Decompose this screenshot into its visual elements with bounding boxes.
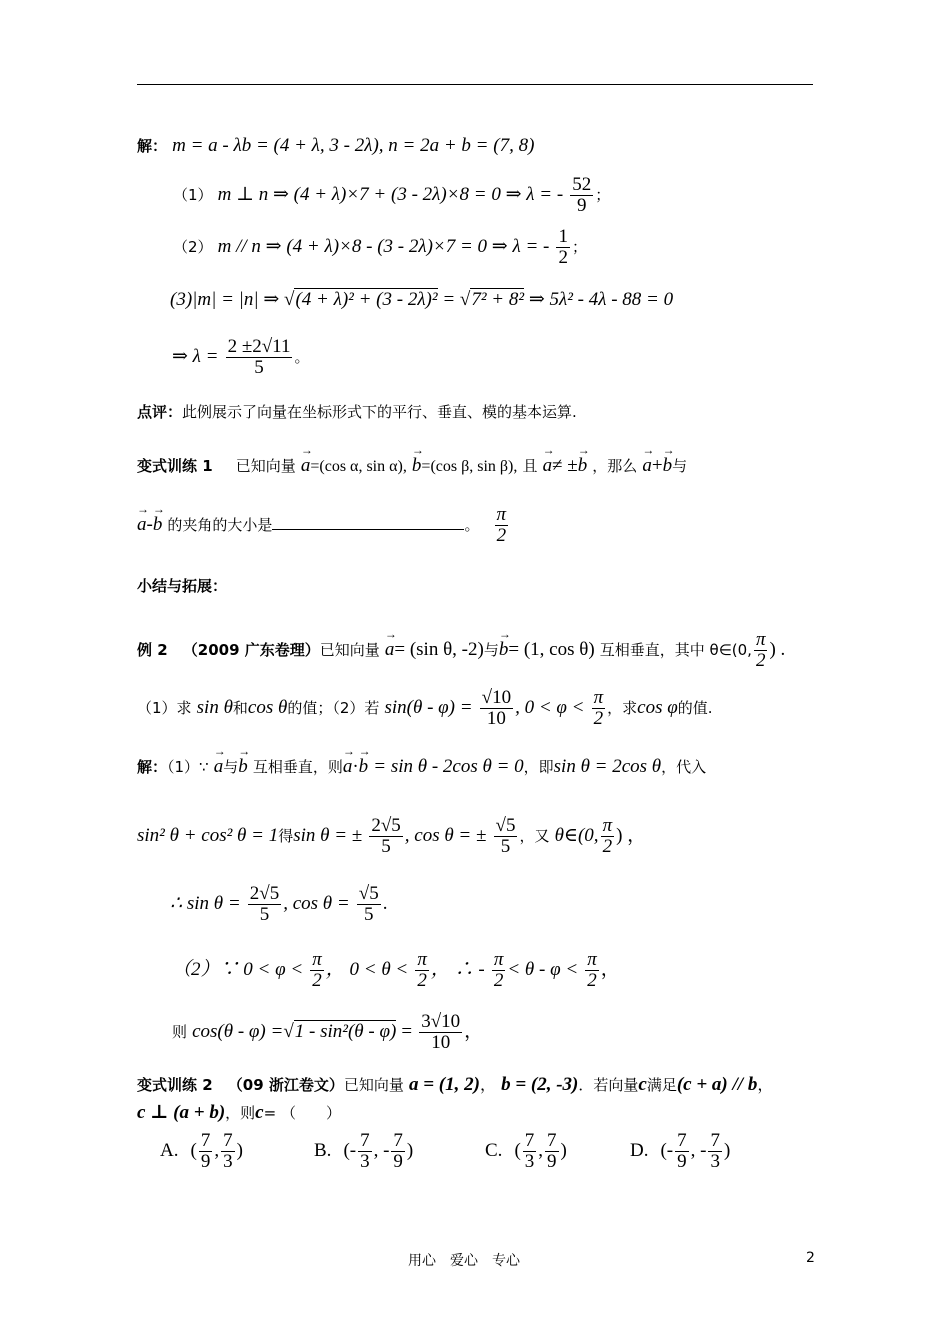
comment-text: 此例展示了向量在坐标形式下的平行、垂直、模的基本运算. [182,403,577,421]
page-number: 2 [806,1250,815,1266]
variant1-label: 变式训练 1 [137,457,213,475]
comment-label: 点评： [137,403,183,421]
variant2-line2: c ⊥ (a + b)，则c= （ ） [137,1102,341,1123]
variant2-source: （09 浙江卷文） [227,1076,344,1094]
vector-a: → a [301,455,311,477]
variant2-label: 变式训练 2 [137,1076,213,1094]
example2-line2: （1）求 sin θ和cos θ的值；（2）若 sin(θ - φ) = $\frac{√10}{10}$ , 0 < φ < $\frac{\pi}{2}$ ，求cos φ的值. [137,687,713,729]
part2-expr: m // n ⇒ (4 + λ)×8 - (3 - 2λ)×7 = 0 ⇒ λ = - [217,235,550,257]
option-c[interactable]: C. ( $\frac{7}{3}$ , $\frac{7}{9}$ ) [485,1130,567,1172]
solution2-label: 解： [137,758,168,776]
example2-label: 例 2 [137,640,168,659]
solution1-part4: ⇒ λ = $\frac{2 \pm 2√11}{5}$ 。 [172,336,310,378]
example2-line1: 例 2 （2009 广东卷理）已知向量 → a= (sin θ, -2)与→ b= (1, cos θ) 互相垂直，其中 θ∈(0, $\frac{\pi}{2}$ ) . [137,630,785,671]
part2-label: （2） [173,237,213,256]
solution2-line4: （2）∵ 0 < φ < $\frac{\pi}{2}$ ， 0 < θ < $\frac{\pi}{2}$ ， ∴ - $\frac{\pi}{2}$ < θ - φ < $\frac{\pi}{2}$ ， [172,949,620,991]
summary-heading: 小结与拓展： [137,577,228,595]
solution2-line3: ∴ sin θ = $\frac{2√5}{5}$ , cos θ = $\frac{√5}{5}$ . [170,883,388,925]
solution1-part2: （2） m // n ⇒ (4 + λ)×8 - (3 - 2λ)×7 = 0 ⇒ λ = - $\frac{1}{2}$ ； [173,226,587,268]
part1-label: （1） [173,185,213,204]
example2-source: （2009 广东卷理） [182,640,320,659]
solution2-line5: 则 cos(θ - φ) =√1 - sin²(θ - φ) = $\frac{3√10}{10}$ ， [172,1011,484,1053]
option-b[interactable]: B. (- $\frac{7}{3}$ , - $\frac{7}{9}$ ) [314,1130,414,1172]
variant1-line1: 变式训练 1 已知向量 → a=(cos α, sin α), → b=(cos β, sin β), 且 → a≠ ±→ b ，那么 → a+→ b与 [137,455,687,477]
solution2-line1: 解：（1）∵ → a与→ b 互相垂直，则→ a·→ b = sin θ - 2cos θ = 0，即sin θ = 2cos θ，代入 [137,756,706,778]
part1-fraction: $\frac{52}{9}$ [572,174,592,216]
variant2-line1: 变式训练 2 （09 浙江卷文）已知向量 a = (1, 2)， b = (2, -3)．若向量c满足(c + a) // b， [137,1074,774,1095]
part4-fraction: $\frac{2 \pm 2√11}{5}$ [227,336,291,378]
footer-motto: 用心 爱心 专心 [408,1253,520,1269]
solution1-part1: （1） m ⊥ n ⇒ (4 + λ)×7 + (3 - 2λ)×8 = 0 ⇒ λ = - $\frac{52}{9}$ ； [173,174,611,216]
solution2-line2: sin² θ + cos² θ = 1得sin θ = ± $\frac{2√5}{5}$ , cos θ = ± $\frac{√5}{5}$ ，又 θ∈(0, $\frac{\pi}{2}$ ) ， [137,815,647,857]
solution1-label: 解： [137,137,168,155]
solution1-intro-line [137,135,534,157]
answer-blank[interactable] [272,515,464,530]
vector-b: → b [412,455,422,477]
solution1-part3: (3)|m| = |n| ⇒ √(4 + λ)² + (3 - 2λ)² = √7² + 8² ⇒ 5λ² - 4λ - 88 = 0 [170,289,674,310]
solution1-intro: m = a - λb = (4 + λ, 3 - 2λ), n = 2a + b = (7, 8) [172,135,535,156]
part2-fraction: $\frac{1}{2}$ [558,226,568,268]
variant1-line2: → a-→ b 的夹角的大小是 。 $\frac{\pi}{2}$ [137,505,510,546]
variant1-answer: $\frac{\pi}{2}$ [496,504,507,546]
comment-line [137,401,577,422]
header-rule [137,84,813,85]
option-d[interactable]: D. (- $\frac{7}{9}$ , - $\frac{7}{3}$ ) [630,1130,731,1172]
option-a[interactable]: A. ( $\frac{7}{9}$ , $\frac{7}{3}$ ) [160,1130,243,1172]
part1-expr: m ⊥ n ⇒ (4 + λ)×7 + (3 - 2λ)×8 = 0 ⇒ λ = - [217,183,564,205]
